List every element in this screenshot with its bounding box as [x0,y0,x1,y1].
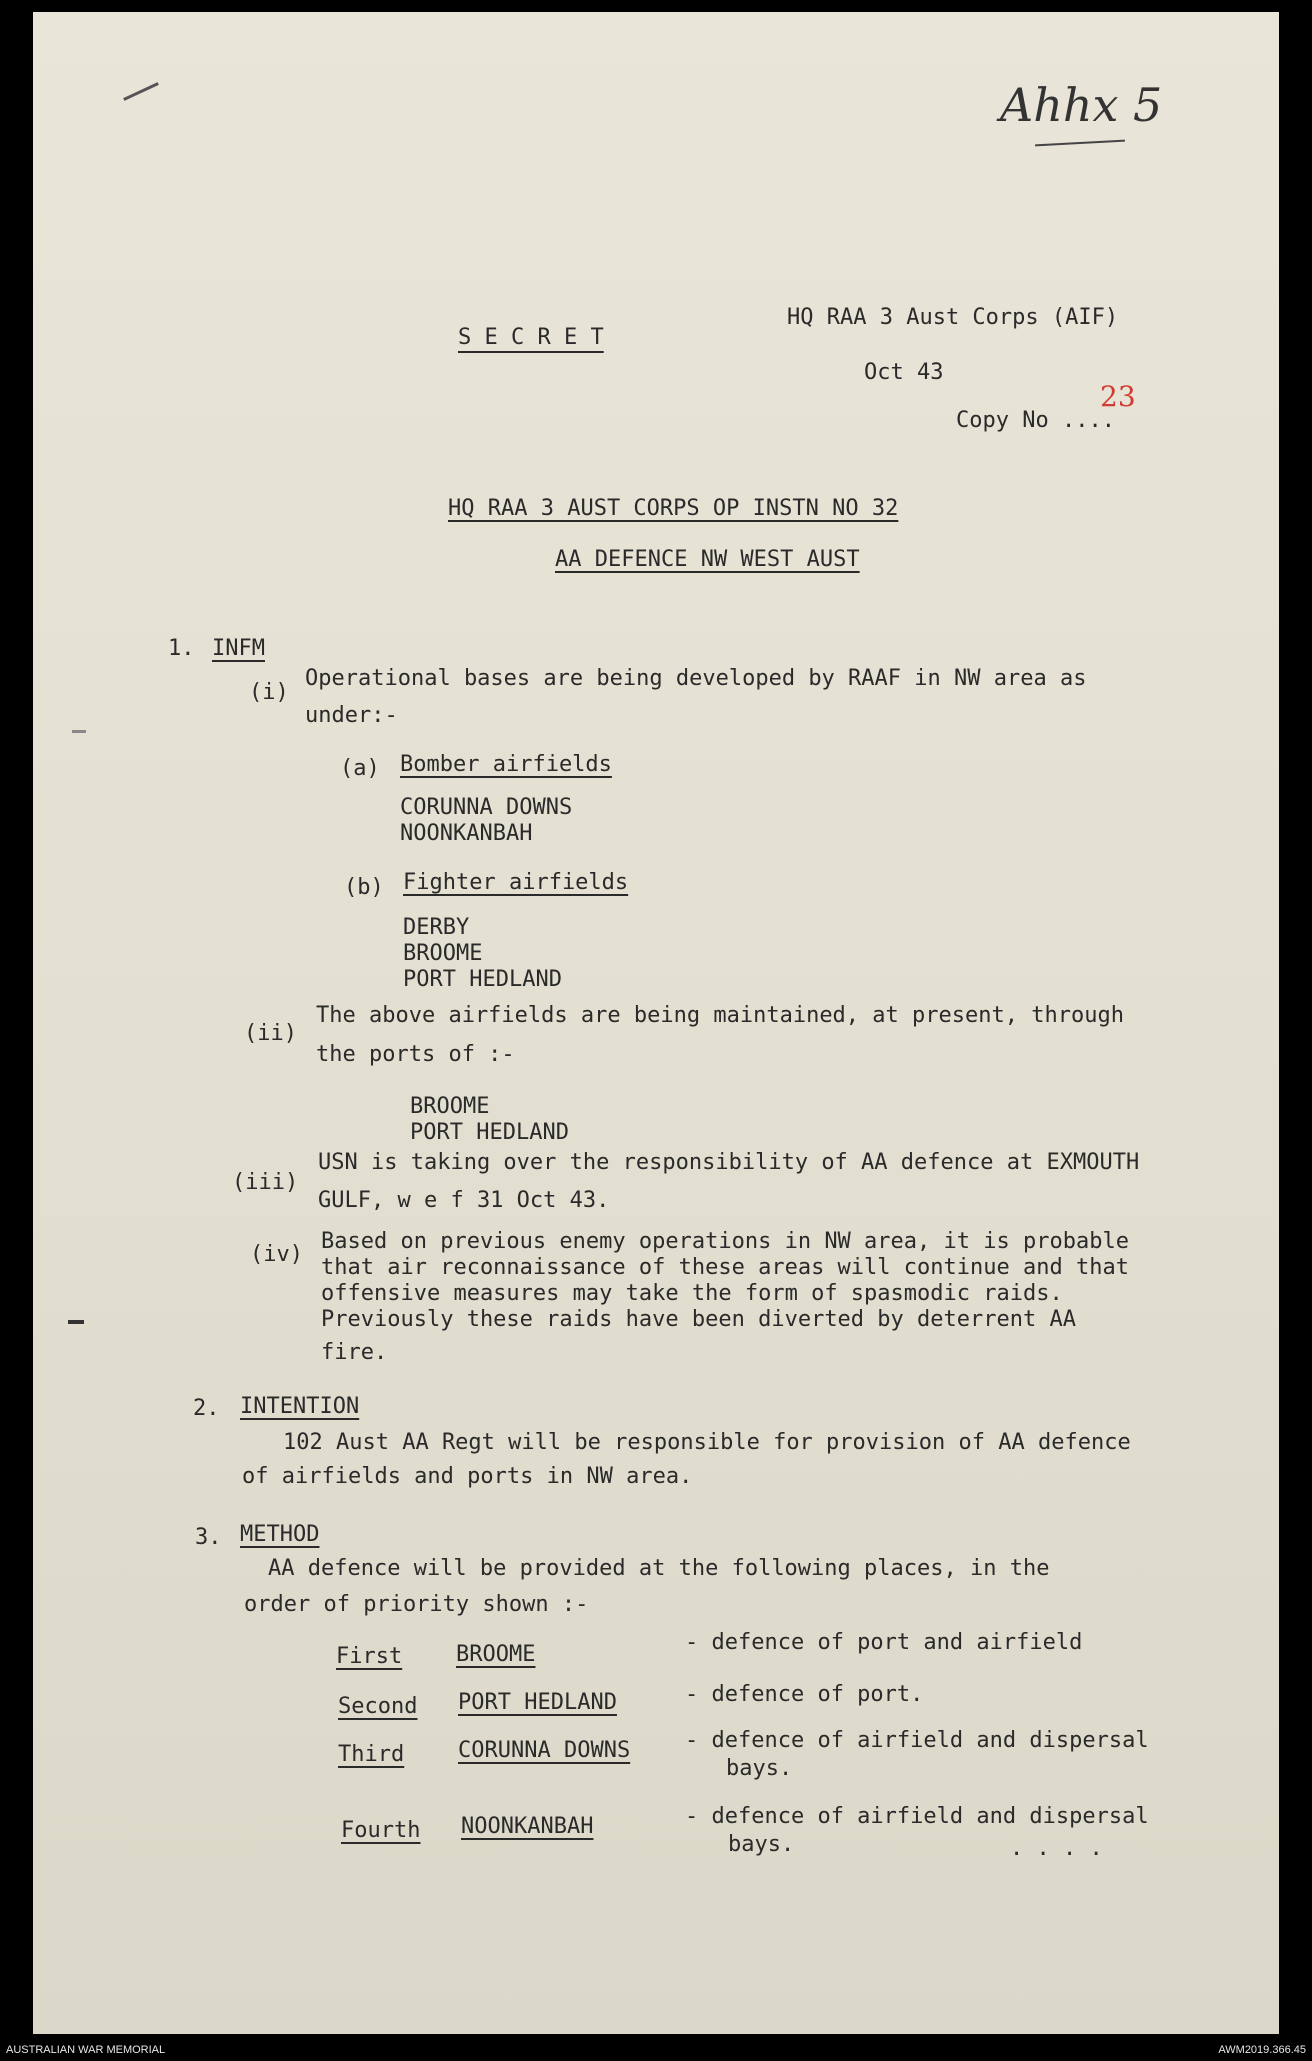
airfield-name: CORUNNA DOWNS [400,795,573,820]
para-ii-number: (ii) [244,1021,297,1046]
method-line: order of priority shown :- [244,1592,589,1617]
archive-credit: AUSTRALIAN WAR MEMORIAL [6,2044,166,2056]
priority-order: Second [338,1694,418,1719]
intention-line: 102 Aust AA Regt will be responsible for provision of AA defence [283,1430,1131,1455]
copy-number-label: Copy No .... [956,408,1115,433]
airfield-name: DERBY [403,915,470,940]
sub-a-heading: Bomber airfields [400,752,612,777]
para-iv-line: offensive measures may take the form of spasmodic raids. [321,1281,1063,1306]
para-iv-line: Based on previous enemy operations in NW area, it is probable [321,1229,1129,1254]
para-i-line: under:- [305,703,398,728]
airfield-name: PORT HEDLAND [403,967,562,992]
port-name: PORT HEDLAND [410,1120,569,1145]
instruction-subtitle: AA DEFENCE NW WEST AUST [555,547,860,572]
priority-order: First [336,1644,403,1669]
airfield-name: NOONKANBAH [400,821,533,846]
secret-marking: S E C R E T [458,325,604,350]
priority-task: - defence of port. [685,1682,924,1707]
document-date: Oct 43 [864,360,944,385]
section-3-number: 3. [195,1525,222,1550]
intention-line: of airfields and ports in NW area. [242,1464,693,1489]
punch-mark [72,730,86,733]
para-iv-line: fire. [321,1340,388,1365]
headquarters-line: HQ RAA 3 Aust Corps (AIF) [787,305,1119,330]
port-name: BROOME [410,1094,490,1119]
section-2-heading: INTENTION [240,1394,360,1419]
sub-b-number: (b) [344,875,384,900]
sub-a-number: (a) [340,756,380,781]
para-iii-number: (iii) [232,1170,299,1195]
archive-reference: AWM2019.366.45 [1218,2044,1306,2056]
section-1-number: 1. [168,636,195,661]
para-iv-line: Previously these raids have been diverted by deterrent AA [321,1307,1076,1332]
priority-order: Third [338,1742,405,1767]
priority-place: BROOME [456,1642,536,1667]
para-ii-line: the ports of :- [316,1042,515,1067]
para-ii-line: The above airfields are being maintained, at present, through [316,1003,1124,1028]
instruction-title: HQ RAA 3 AUST CORPS OP INSTN NO 32 [448,496,899,521]
priority-order: Fourth [341,1818,421,1843]
priority-place: NOONKANBAH [461,1814,594,1839]
continuation-dots: . . . . [1010,1836,1103,1861]
priority-task: - defence of airfield and dispersal [685,1804,1149,1829]
section-1-heading: INFM [212,636,265,661]
para-iv-line: that air reconnaissance of these areas will continue and that [321,1255,1129,1280]
sub-b-heading: Fighter airfields [403,870,629,895]
method-line: AA defence will be provided at the following places, in the [268,1556,1050,1581]
para-i-line: Operational bases are being developed by RAAF in NW area as [305,666,1087,691]
punch-mark [68,1320,84,1324]
para-iii-line: USN is taking over the responsibility of AA defence at EXMOUTH [318,1150,1140,1175]
para-i-number: (i) [249,680,289,705]
section-2-number: 2. [193,1396,220,1421]
priority-place: PORT HEDLAND [458,1690,617,1715]
priority-task-continued: bays. [728,1832,795,1857]
para-iii-line: GULF, w e f 31 Oct 43. [318,1188,610,1213]
copy-number-handwritten: 23 [1100,380,1136,413]
priority-task: - defence of port and airfield [685,1630,1083,1655]
handwritten-annotation: Ahhx 5 [1000,78,1163,132]
para-iv-number: (iv) [250,1242,303,1267]
priority-place: CORUNNA DOWNS [458,1738,631,1763]
section-3-heading: METHOD [240,1522,320,1547]
priority-task-continued: bays. [726,1756,793,1781]
airfield-name: BROOME [403,941,483,966]
priority-task: - defence of airfield and dispersal [685,1728,1149,1753]
